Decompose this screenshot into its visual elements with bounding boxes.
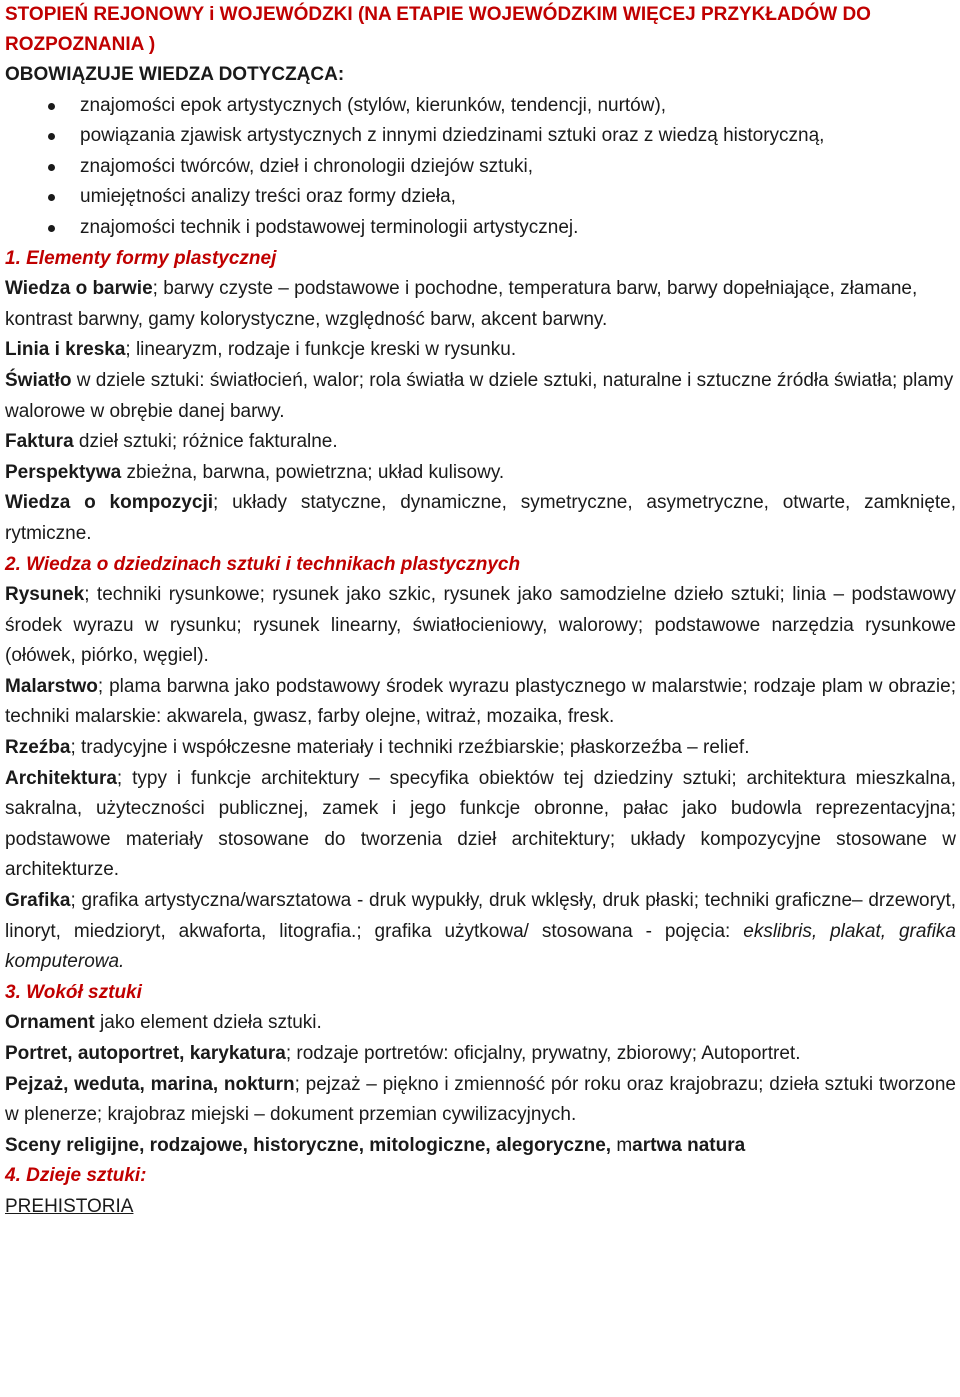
paragraph-kompozycja: Wiedza o kompozycji; układy statyczne, dynamiczne, symetryczne, asymetryczne, otwarte, zamknięte, rytmiczne. — [5, 492, 957, 544]
term: Malarstwo — [5, 675, 98, 697]
paragraph-ornament: Ornament jako element dzieła sztuki. — [5, 1012, 322, 1034]
term: Ornament — [5, 1012, 95, 1034]
term: Faktura — [5, 431, 74, 453]
list-item: umiejętności analizy treści oraz formy dzieła, — [5, 182, 956, 213]
term: Rysunek — [5, 584, 85, 606]
term: Portret, autoportret, karykatura — [5, 1043, 286, 1064]
bullet-icon — [48, 103, 55, 110]
paragraph-perspektywa: Perspektywa zbieżna, barwna, powietrzna; układ kulisowy. — [5, 461, 505, 483]
paragraph-grafika: Grafika; grafika artystyczna/warsztatowa - druk wypukły, druk wklęsły, druk płaski; techniki graficzne– drzeworyt, linoryt, miedzioryt, akwaforta, litografia.; grafika użytkowa/ stosowana - pojęcia: ekslibris, plakat, grafika komputerowa. — [5, 890, 956, 973]
section-1-heading: 1. Elementy formy plastycznej — [5, 247, 277, 269]
paragraph-linia: Linia i kreska; linearyzm, rodzaje i funkcje kreski w rysunku. — [5, 339, 517, 361]
paragraph-sceny: Sceny religijne, rodzajowe, historyczne, mitologiczne, alegoryczne, martwa natura — [5, 1134, 746, 1156]
requirements-list — [5, 91, 956, 244]
term: Wiedza o kompozycji — [5, 492, 214, 514]
term: Wiedza o barwie — [5, 278, 153, 300]
paragraph-pejzaz: Pejzaż, weduta, marina, nokturn; pejzaż – piękno i zmienność pór roku oraz krajobrazu; dzieła sztuki tworzone w plenerze; krajobraz miejski – dokument przemian cywilizacyjnych. — [5, 1073, 956, 1126]
term: Rzeźba — [5, 737, 71, 759]
list-item: znajomości epok artystycznych (stylów, kierunków, tendencji, nurtów), — [5, 91, 956, 122]
bullet-icon — [48, 225, 55, 232]
term: Grafika — [5, 890, 71, 912]
term: Architektura — [5, 767, 117, 789]
term: Sceny religijne, rodzajowe, historyczne, mitologiczne, alegoryczne, — [5, 1134, 612, 1156]
paragraph-portret: Portret, autoportret, karykatura; rodzaje portretów: oficjalny, prywatny, zbiorowy; Autoportret. — [5, 1043, 801, 1064]
paragraph-malarstwo: Malarstwo; plama barwna jako podstawowy środek wyrazu plastycznego w malarstwie; rodzaje plam w obrazie; techniki malarskie: akwarela, gwasz, farby olejne, witraż, mozaika, fresk. — [5, 675, 956, 728]
page-title: STOPIEŃ REJONOWY i WOJEWÓDZKI (NA ETAPIE WOJEWÓDZKIM WIĘCEJ PRZYKŁADÓW DO ROZPOZNANIA ) — [5, 4, 871, 55]
paragraph-faktura: Faktura dzieł sztuki; różnice fakturalne. — [5, 431, 338, 453]
term: Światło — [5, 369, 72, 391]
subsection-prehistoria: PREHISTORIA — [5, 1195, 134, 1217]
bullet-icon — [48, 164, 55, 171]
paragraph-rzezba: Rzeźba; tradycyjne i współczesne materiały i techniki rzeźbiarskie; płaskorzeźba – relief. — [5, 737, 750, 759]
term: Perspektywa — [5, 461, 122, 483]
section-4-heading: 4. Dzieje sztuki: — [5, 1165, 147, 1187]
bullet-icon — [48, 133, 55, 140]
list-item: powiązania zjawisk artystycznych z innymi dziedzinami sztuki oraz z wiedzą historyczną, — [5, 121, 956, 152]
paragraph-rysunek: Rysunek; techniki rysunkowe; rysunek jako szkic, rysunek jako samodzielne dzieło sztuki; linia – podstawowy środek wyrazu w rysunku; rysunek linearny, światłocieniowy, walorowy; podstawowe narzędzia rysunkowe (ołówek, piórko, węgiel). — [5, 584, 956, 667]
requirements-heading: OBOWIĄZUJE WIEDZA DOTYCZĄCA: — [5, 64, 345, 85]
paragraph-swiatlo: Światło w dziele sztuki: światłocień, walor; rola światła w dziele sztuki, naturalne i sztuczne źródła światła; plamy walorowe w obrębie danej barwy. — [5, 369, 954, 422]
paragraph-barwa: Wiedza o barwie; barwy czyste – podstawowe i pochodne, temperatura barw, barwy dopełniające, złamane, kontrast barwny, gamy kolorystyczne, względność barw, akcent barwny. — [5, 278, 918, 330]
term: Linia i kreska — [5, 339, 126, 361]
bullet-icon — [48, 194, 55, 201]
list-item: znajomości technik i podstawowej terminologii artystycznej. — [5, 213, 956, 244]
section-2-heading: 2. Wiedza o dziedzinach sztuki i technikach plastycznych — [5, 553, 521, 575]
list-item: znajomości twórców, dzieł i chronologii dziejów sztuki, — [5, 152, 956, 183]
paragraph-architektura: Architektura; typy i funkcje architektury – specyfika obiektów tej dziedziny sztuki; architektura mieszkalna, sakralna, użyteczności publicznej, zamek i jego funkcje obronne, pałac jako budowla reprezentacyjna; podstawowe materiały stosowane do tworzenia dzieł architektury; układy kompozycyjne stosowane w architekturze. — [5, 767, 956, 881]
section-3-heading: 3. Wokół sztuki — [5, 981, 142, 1003]
term: Pejzaż, weduta, marina, nokturn — [5, 1073, 295, 1095]
